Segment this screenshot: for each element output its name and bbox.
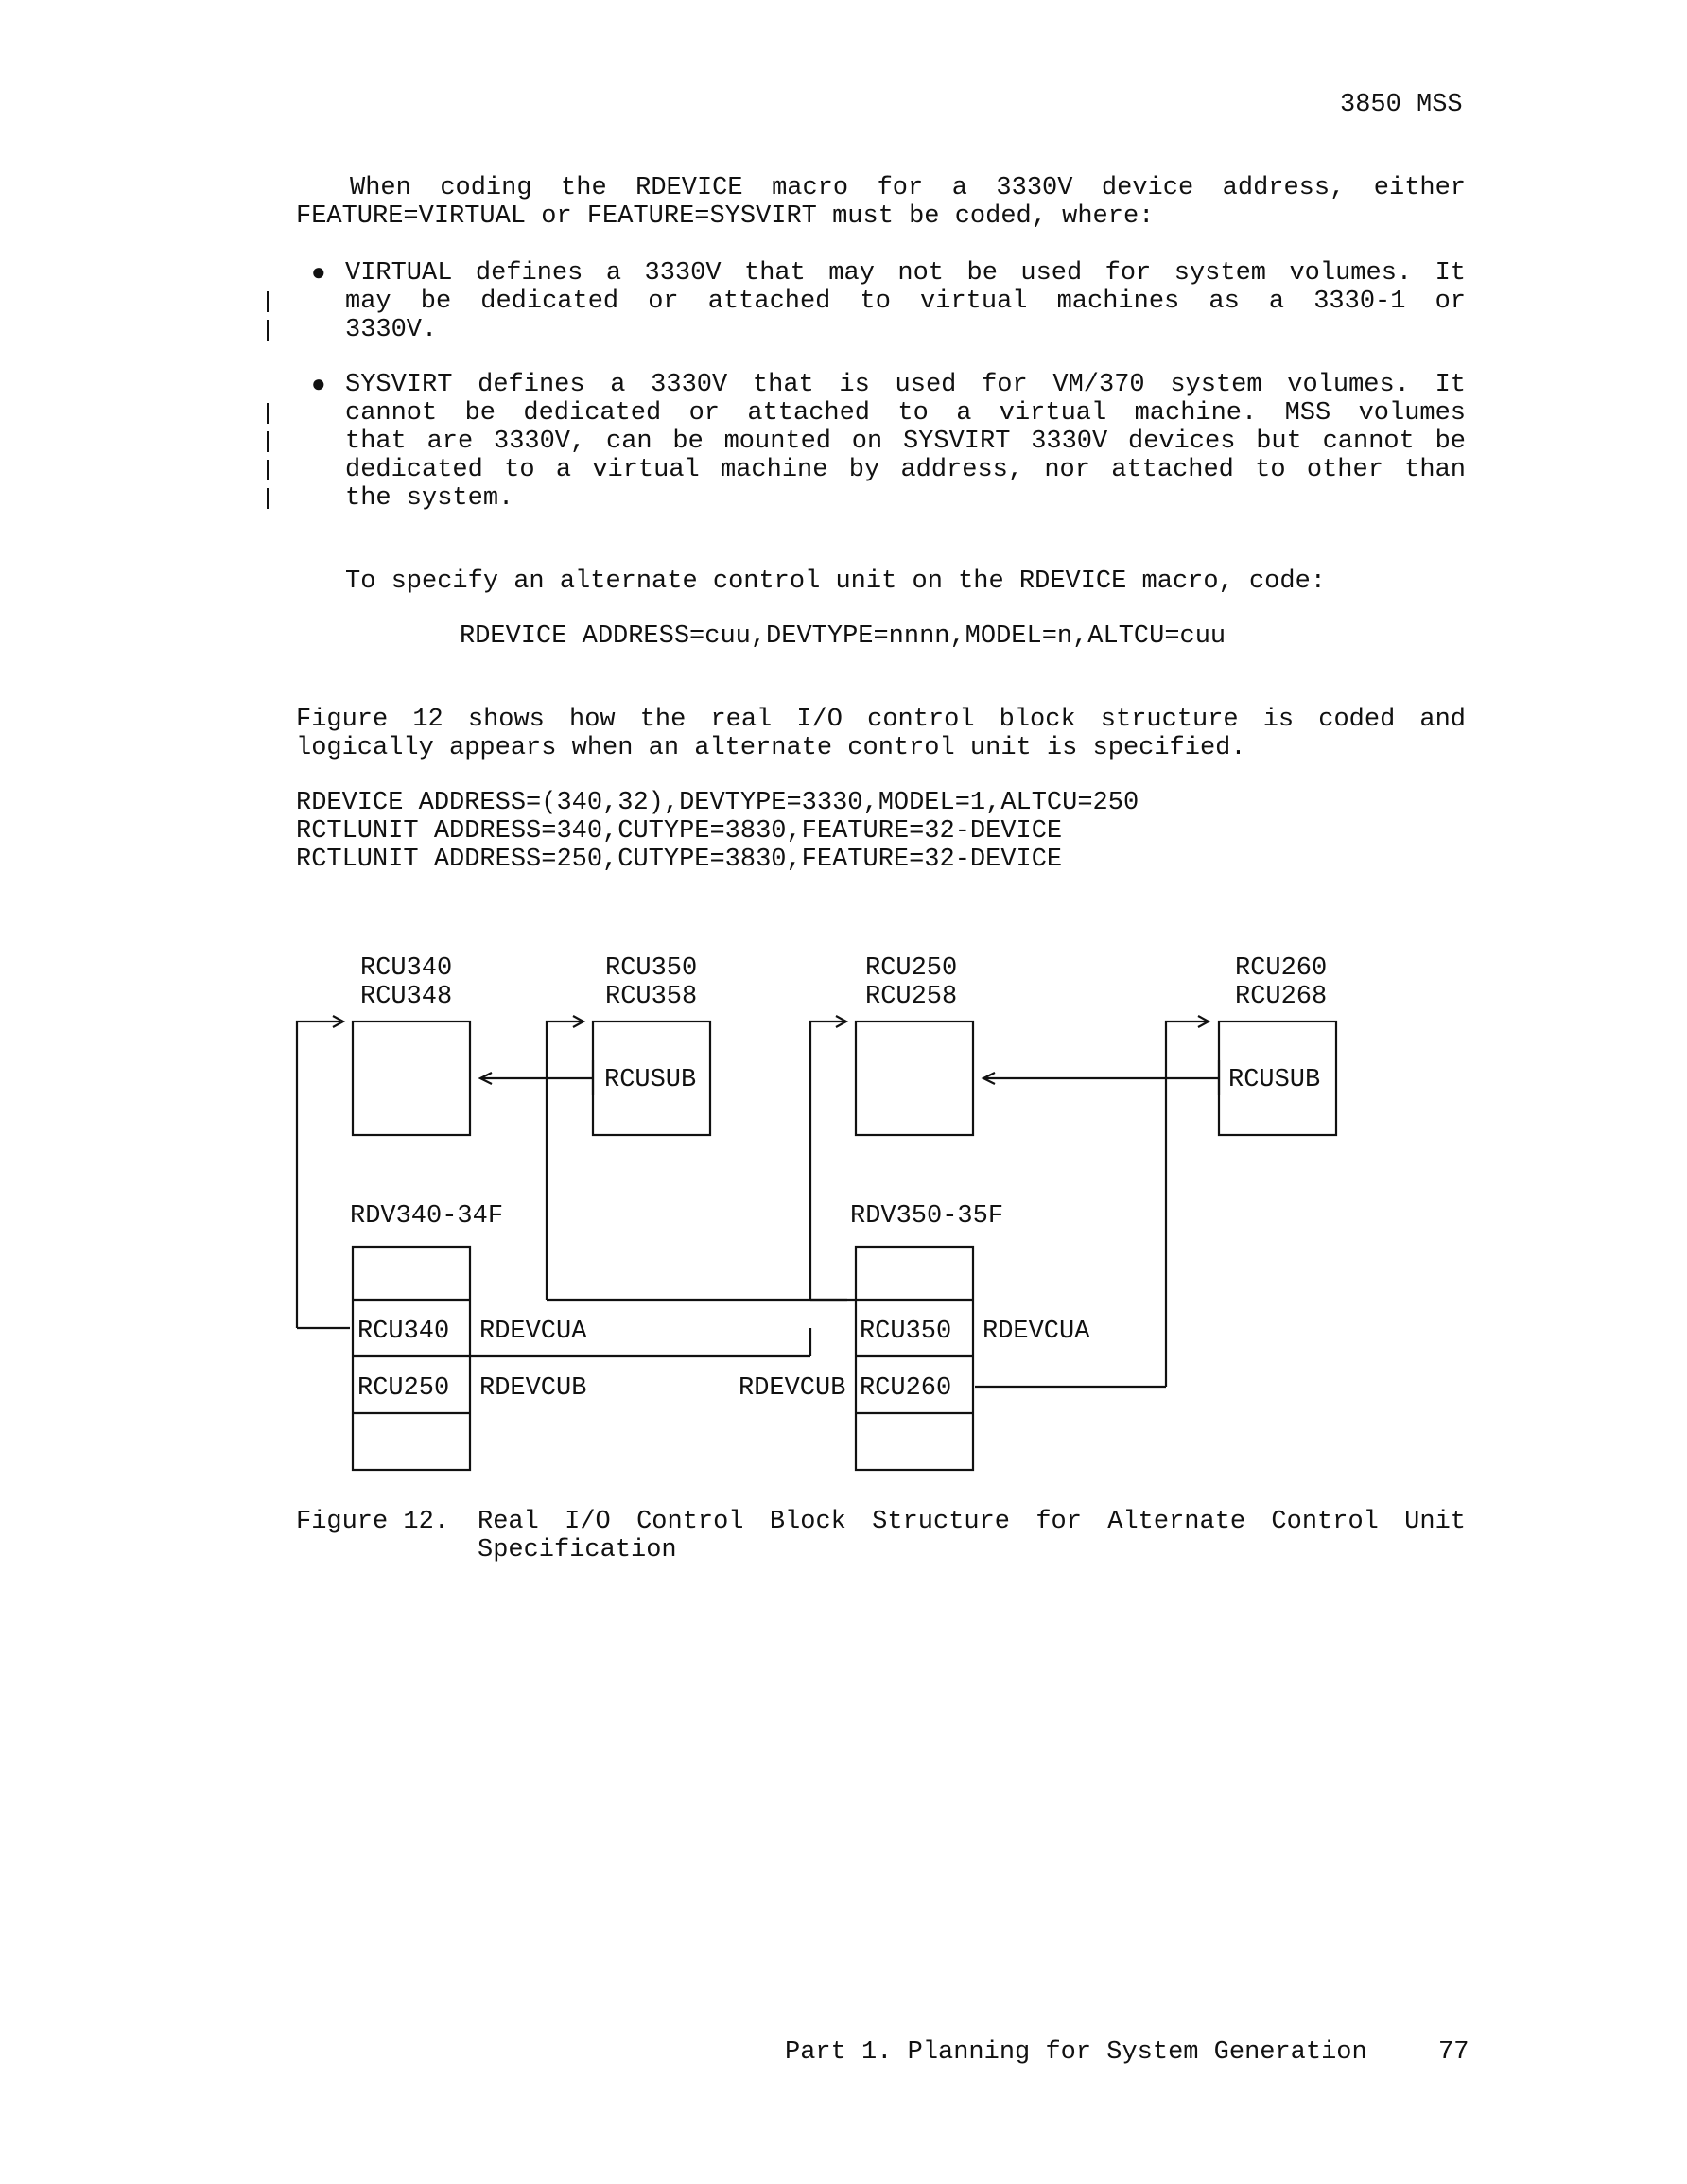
figure-caption-line-1: Real I/O Control Block Structure for Alternate Control Unit — [478, 1508, 1466, 1536]
bullet-1-line-1: VIRTUAL defines a 3330V that may not be used for system volumes. It — [345, 259, 1466, 288]
page-number: 77 — [1438, 2038, 1470, 2067]
bullet-2-line-4: dedicated to a virtual machine by address, nor attached to other than — [345, 456, 1466, 484]
bullet-1-line-2: may be dedicated or attached to virtual machines as a 3330-1 or — [345, 288, 1466, 316]
rdevcua-label: RDEVCUA — [983, 1318, 1090, 1346]
intro-line-1-text: When coding the RDEVICE macro for a 3330V device address, either — [350, 174, 1466, 202]
rcu-label: RCU358 — [605, 983, 698, 1011]
rcu-label: RCU250 — [865, 954, 958, 983]
rdevcub-label: RDEVCUB — [739, 1374, 846, 1403]
figure-caption-label: Figure 12. — [296, 1508, 450, 1536]
bullet-dot: ● — [311, 259, 326, 288]
rdv350-block — [856, 1247, 973, 1470]
page-footer-text: Part 1. Planning for System Generation — [785, 2038, 1367, 2067]
page-header: 3850 MSS — [1340, 91, 1463, 119]
rcusub-label: RCUSUB — [1228, 1066, 1321, 1094]
rdv-label: RDV350-35F — [850, 1202, 1004, 1231]
rdevcua-label: RDEVCUA — [479, 1318, 587, 1346]
rdevcub-label: RDEVCUB — [479, 1374, 587, 1403]
rcu-label: RCU340 — [360, 954, 453, 983]
rcu-label: RCU260 — [1235, 954, 1328, 983]
bullet-2-line-2: cannot be dedicated or attached to a virtual machine. MSS volumes — [345, 399, 1466, 428]
rdv340-block — [353, 1247, 470, 1470]
code-line-1: RDEVICE ADDRESS=(340,32),DEVTYPE=3330,MODEL=1,ALTCU=250 — [296, 789, 1139, 817]
bullet-dot: ● — [311, 371, 326, 399]
bullet-2-line-3: that are 3330V, can be mounted on SYSVIRT 3330V devices but cannot be — [345, 428, 1466, 456]
rcu-label: RCU348 — [360, 983, 453, 1011]
bullet-2-line-5: the system. — [345, 484, 514, 513]
rcu340-block — [353, 1022, 470, 1135]
code-line-2: RCTLUNIT ADDRESS=340,CUTYPE=3830,FEATURE=32-DEVICE — [296, 817, 1063, 846]
intro-line-2: FEATURE=VIRTUAL or FEATURE=SYSVIRT must be coded, where: — [296, 202, 1155, 231]
figure-ref-line-1: Figure 12 shows how the real I/O control block structure is coded and — [296, 706, 1466, 734]
altcu-syntax: RDEVICE ADDRESS=cuu,DEVTYPE=nnnn,MODEL=n,ALTCU=cuu — [460, 622, 1226, 651]
rcu-label: RCU350 — [605, 954, 698, 983]
code-line-3: RCTLUNIT ADDRESS=250,CUTYPE=3830,FEATURE=32-DEVICE — [296, 846, 1063, 874]
rcu-label: RCU268 — [1235, 983, 1328, 1011]
rdv-label: RDV340-34F — [350, 1202, 504, 1231]
altcu-intro: To specify an alternate control unit on the RDEVICE macro, code: — [345, 568, 1326, 596]
rcusub-label: RCUSUB — [604, 1066, 697, 1094]
rdv340-row-rcu340: RCU340 — [357, 1318, 450, 1346]
rcu-label: RCU258 — [865, 983, 958, 1011]
rdv350-row-rcu260: RCU260 — [860, 1374, 952, 1403]
figure-ref-line-2: logically appears when an alternate control unit is specified. — [296, 734, 1246, 762]
rdv350-row-rcu350: RCU350 — [860, 1318, 952, 1346]
figure-caption-line-2: Specification — [478, 1536, 677, 1564]
rdv340-row-rcu250: RCU250 — [357, 1374, 450, 1403]
bullet-2-line-1: SYSVIRT defines a 3330V that is used for VM/370 system volumes. It — [345, 371, 1466, 399]
bullet-1-line-3: 3330V. — [345, 316, 438, 344]
rcu250-block — [856, 1022, 973, 1135]
